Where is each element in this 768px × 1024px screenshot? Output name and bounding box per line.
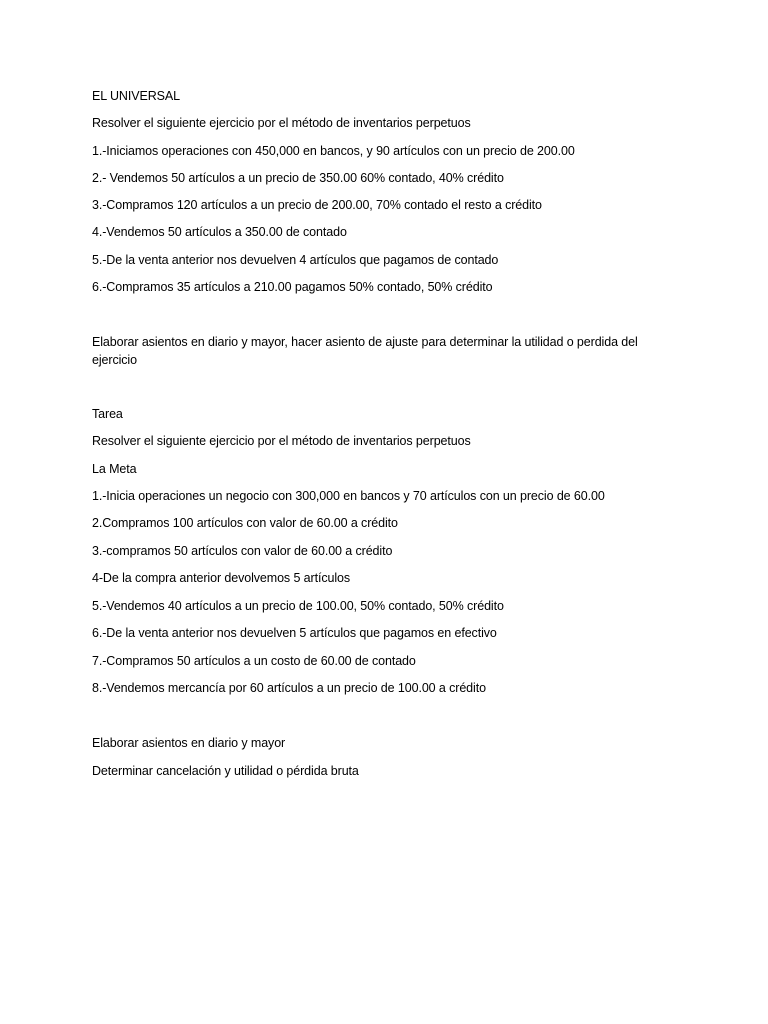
exercise-instruction: Elaborar asientos en diario y mayor, hacer asiento de ajuste para determinar la utilidad o perdida del ejercicio: [92, 335, 638, 367]
exercise-step: 4.-Vendemos 50 artículos a 350.00 de contado: [92, 225, 347, 239]
homework-step: 4-De la compra anterior devolvemos 5 artículos: [92, 571, 351, 585]
homework-instruction: Elaborar asientos en diario y mayor: [92, 736, 286, 750]
exercise-step: 2.- Vendemos 50 artículos a un precio de 350.00 60% contado, 40% crédito: [92, 171, 504, 185]
homework-step: 3.-compramos 50 artículos con valor de 60.00 a crédito: [92, 544, 393, 558]
homework-intro: Resolver el siguiente ejercicio por el método de inventarios perpetuos: [92, 434, 471, 448]
exercise-step: 5.-De la venta anterior nos devuelven 4 artículos que pagamos de contado: [92, 253, 499, 267]
homework-step: 5.-Vendemos 40 artículos a un precio de 100.00, 50% contado, 50% crédito: [92, 599, 504, 613]
homework-step: 8.-Vendemos mercancía por 60 artículos a un precio de 100.00 a crédito: [92, 681, 486, 695]
homework-step: 2.Compramos 100 artículos con valor de 60.00 a crédito: [92, 516, 398, 530]
exercise-intro: Resolver el siguiente ejercicio por el método de inventarios perpetuos: [92, 116, 471, 130]
homework-step: 1.-Inicia operaciones un negocio con 300,000 en bancos y 70 artículos con un precio de 60.00: [92, 489, 605, 503]
homework-step: 7.-Compramos 50 artículos a un costo de 60.00 de contado: [92, 654, 416, 668]
exercise-step: 1.-Iniciamos operaciones con 450,000 en bancos, y 90 artículos con un precio de 200.00: [92, 144, 575, 158]
exercise-step: 6.-Compramos 35 artículos a 210.00 pagamos 50% contado, 50% crédito: [92, 280, 493, 294]
exercise-step: 3.-Compramos 120 artículos a un precio de 200.00, 70% contado el resto a crédito: [92, 198, 542, 212]
homework-step: 6.-De la venta anterior nos devuelven 5 artículos que pagamos en efectivo: [92, 626, 497, 640]
homework-company: La Meta: [92, 462, 137, 476]
homework-heading: Tarea: [92, 407, 123, 421]
homework-instruction: Determinar cancelación y utilidad o pérdida bruta: [92, 764, 359, 778]
document-title: EL UNIVERSAL: [92, 89, 180, 103]
